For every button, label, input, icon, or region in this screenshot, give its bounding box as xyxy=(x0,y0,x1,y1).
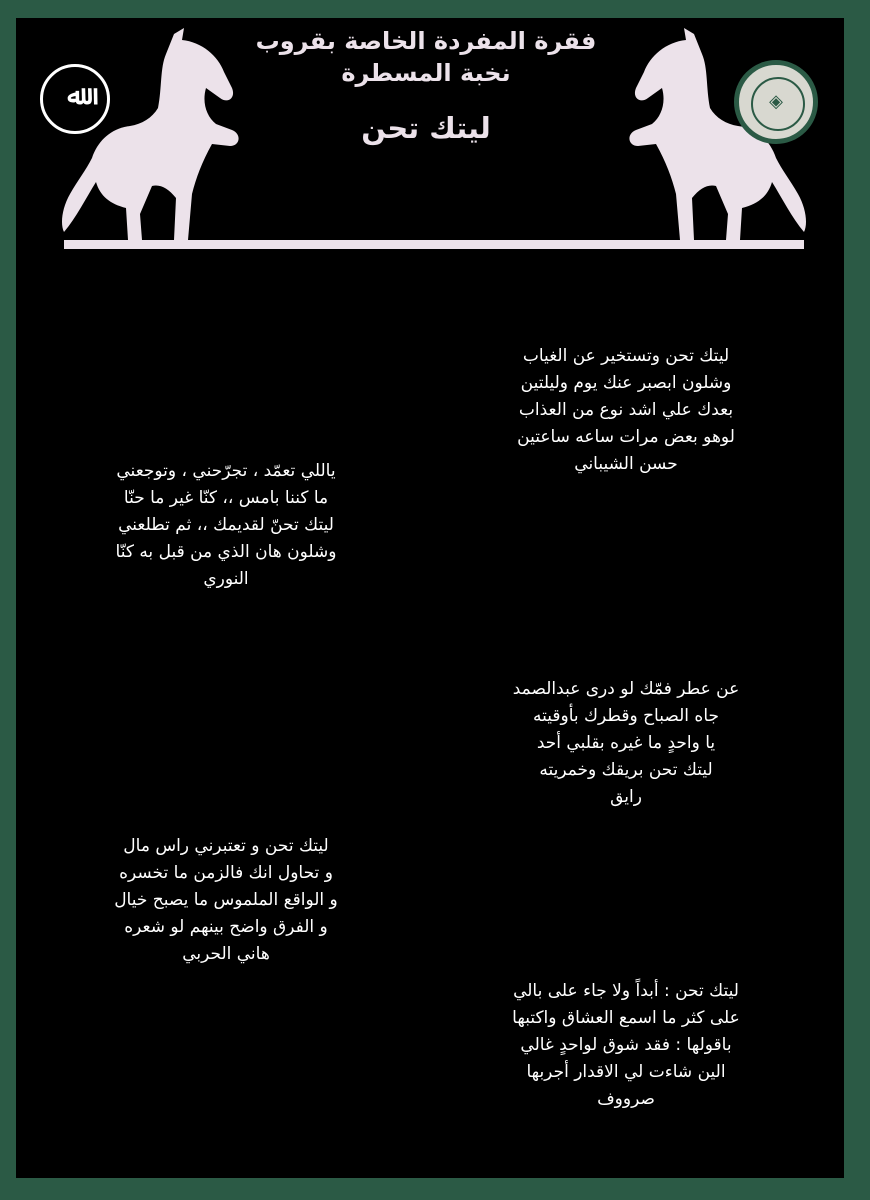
group-seal-icon: ◈ xyxy=(734,60,818,144)
calligraphy-logo-icon: ﷲ xyxy=(40,64,110,134)
poem-author: رايق xyxy=(610,787,642,807)
poem-line: وشلون هان الذي من قبل به كنّا xyxy=(115,542,337,562)
poem-block-5 xyxy=(436,978,816,1113)
poem-line: ياللي تعمّد ، تجرّحني ، وتوجعني xyxy=(116,461,336,481)
header-line-1: فقرة المفردة الخاصة بقروب xyxy=(255,27,597,55)
poem-line: و تحاول انك فالزمن ما تخسره xyxy=(119,863,333,883)
header xyxy=(216,24,636,146)
poem-author: صرووف xyxy=(597,1089,655,1109)
poem-author: حسن الشيباني xyxy=(574,454,678,474)
poem-line: باقولها : فقد شوق لواحدٍ غالي xyxy=(520,1035,732,1055)
poem-line: ليتك تحنّ لقديمك ،، ثم تطلعني xyxy=(118,515,334,535)
poem-line: جاه الصباح وقطرك بأوقيته xyxy=(532,706,720,726)
poster-panel xyxy=(16,18,844,1178)
poem-line: على كثر ما اسمع العشاق واكتبها xyxy=(512,1008,740,1028)
poem-block-1 xyxy=(436,343,816,478)
poem-line: ليتك تحن بريقك وخمريته xyxy=(539,760,713,780)
poem-line: و الواقع الملموس ما يصبح خيال xyxy=(114,890,338,910)
poem-line: ليتك تحن و تعتبرني راس مال xyxy=(123,836,329,856)
ground-line xyxy=(64,240,804,249)
poem-block-4 xyxy=(36,833,416,968)
poem-line: ما كننا بامس ،، كنّا غير ما حنّا xyxy=(123,488,329,508)
page-title: ليتك تحن xyxy=(361,111,491,145)
poem-line: ليتك تحن وتستخير عن الغياب xyxy=(522,346,730,366)
poem-line: لوهو بعض مرات ساعه ساعتين xyxy=(517,427,735,447)
poem-line: و الفرق واضح بينهم لو شعره xyxy=(124,917,328,937)
poem-block-2 xyxy=(36,458,416,593)
poem-line: يا واحدٍ ما غيره بقلبي أحد xyxy=(536,733,716,753)
poem-line: الين شاءت لي الاقدار أجربها xyxy=(526,1062,726,1082)
poem-author: النوري xyxy=(203,569,249,589)
header-line-2: نخبة المسطرة xyxy=(341,59,511,87)
poem-block-3 xyxy=(436,676,816,811)
poem-line: ليتك تحن : أبداً ولا جاء على بالي xyxy=(513,981,739,1001)
poem-line: بعدك علي اشد نوع من العذاب xyxy=(518,400,734,420)
poem-author: هاني الحربي xyxy=(182,944,270,964)
poem-line: وشلون ابصبر عنك يوم وليلتين xyxy=(520,373,732,393)
poem-line: عن عطر فمّك لو درى عبدالصمد xyxy=(512,679,740,699)
